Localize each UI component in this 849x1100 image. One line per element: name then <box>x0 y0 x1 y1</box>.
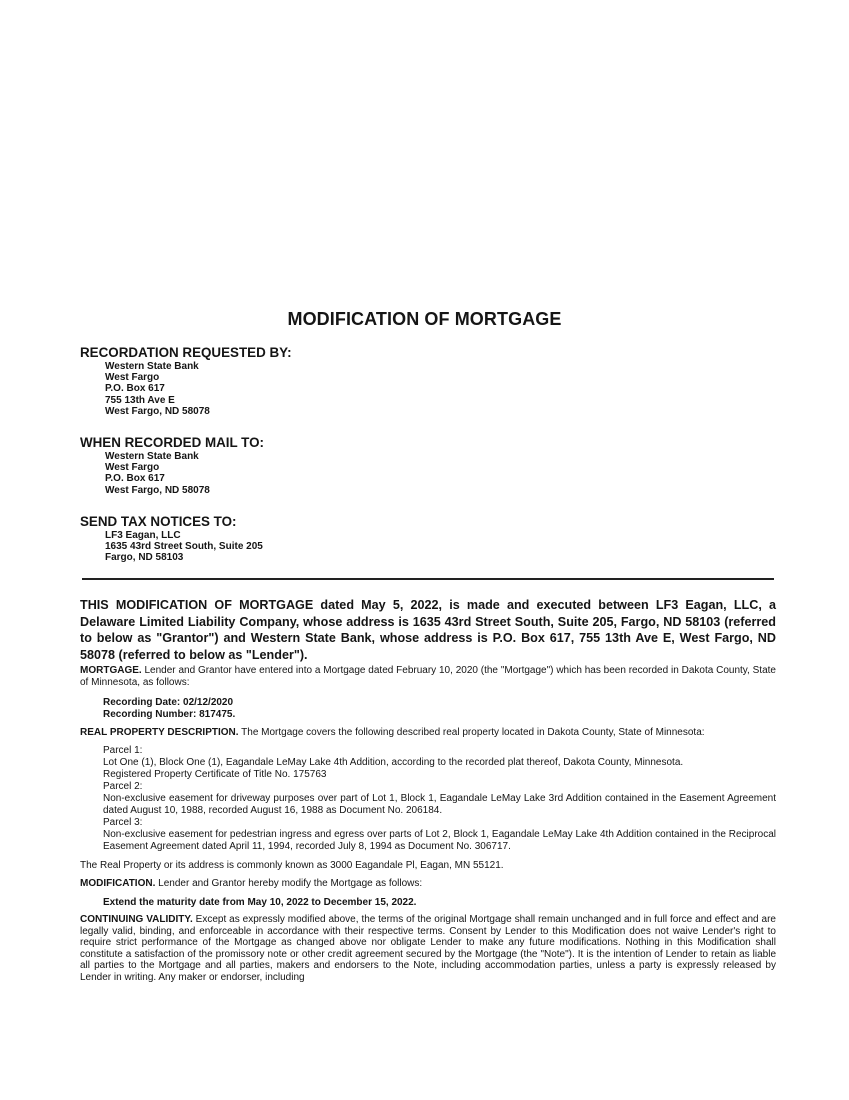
recordation-heading: RECORDATION REQUESTED BY: <box>80 345 292 360</box>
property-label: REAL PROPERTY DESCRIPTION. <box>80 727 239 738</box>
recording-number: Recording Number: 817475. <box>103 709 236 720</box>
parcel-1-certificate: Registered Property Certificate of Title No. 175763 <box>103 769 327 780</box>
address-line: West Fargo <box>105 462 160 474</box>
validity-paragraph <box>80 914 776 984</box>
tax-notices-address <box>105 530 263 564</box>
mortgage-label: MORTGAGE. <box>80 665 142 676</box>
mail-to-heading: WHEN RECORDED MAIL TO: <box>80 435 264 450</box>
parcel-2-label: Parcel 2: <box>103 781 143 792</box>
address-line: West Fargo, ND 58078 <box>105 484 210 496</box>
validity-label: CONTINUING VALIDITY. <box>80 914 193 925</box>
recordation-requested-block <box>80 345 292 417</box>
parcel-3-text: Non-exclusive easement for pedestrian ingress and egress over parts of Lot 2, Block 1, Eagandale LeMay Lake 4th Addition contained in the Reciprocal Easement Agreement dated April 11, 1994, recorded July 8, 1994 as Document No. 306717. <box>103 829 776 852</box>
address-line: West Fargo <box>105 372 160 384</box>
address-line: Western State Bank <box>105 451 199 462</box>
intro-paragraph: THIS MODIFICATION OF MORTGAGE dated May 5, 2022, is made and executed between LF3 Eagan, LLC, a Delaware Limited Liability Company, whose address is 1635 43rd Street South, Suite 205, Fargo, ND 58103 (referred to below as "Grantor") and Western State Bank, whose address is P.O. Box 617, 755 13th Ave E, West Fargo, ND 58078 (referred to below as "Lender"). <box>80 598 776 662</box>
mail-to-address <box>105 451 264 496</box>
known-as-text: The Real Property or its address is commonly known as 3000 Eagandale Pl, Eagan, MN 55121. <box>80 860 504 871</box>
validity-text: Except as expressly modified above, the terms of the original Mortgage shall remain unchanged and in full force and effect and are legally valid, binding, and enforceable in accordance with their respective terms. Consent by Lender to this Modification does not waive Lender's right to require strict performance of the Mortgage as changed above nor obligate Lender to make any future modifications. Nothing in this Modification shall constitute a satisfaction of the promissory note or other credit agreement secured by the Mortgage (the "Note"). It is the intention of Lender to retain as liable all parties to the Mortgage and all parties, makers and endorsers to the Note, including accommodation parties, unless a party is expressly released by Lender in writing. Any maker or endorser, including <box>80 914 776 983</box>
address-line: 755 13th Ave E <box>105 394 175 406</box>
tax-notices-heading: SEND TAX NOTICES TO: <box>80 514 237 529</box>
property-paragraph <box>80 727 776 739</box>
recording-date: Recording Date: 02/12/2020 <box>103 697 234 708</box>
recordation-address <box>105 361 292 417</box>
mail-to-block <box>80 435 264 496</box>
parcel-2-text: Non-exclusive easement for driveway purposes over part of Lot 1, Block 1, Eagandale LeMay Lake 3rd Addition contained in the Easement Agreement dated August 10, 1988, recorded August 16, 1988 as Document No. 206184. <box>103 793 776 816</box>
mortgage-text: Lender and Grantor have entered into a Mortgage dated February 10, 2020 (the "Mortgage") which has been recorded in Dakota County, State of Minnesota, as follows: <box>80 665 776 688</box>
address-line: Fargo, ND 58103 <box>105 552 184 564</box>
modification-text: Lender and Grantor hereby modify the Mortgage as follows: <box>155 878 423 889</box>
document-title: MODIFICATION OF MORTGAGE <box>287 309 562 329</box>
address-line: P.O. Box 617 <box>105 383 165 395</box>
parcel-1-text: Lot One (1), Block One (1), Eagandale LeMay Lake 4th Addition, according to the recorded plat thereof, Dakota County, Minnesota. <box>103 757 684 768</box>
address-line: Western State Bank <box>105 361 199 372</box>
property-text: The Mortgage covers the following described real property located in Dakota County, State of Minnesota: <box>238 727 705 738</box>
tax-notices-block <box>80 514 263 564</box>
parcel-1-label: Parcel 1: <box>103 745 143 756</box>
address-line: P.O. Box 617 <box>105 473 165 485</box>
mortgage-paragraph <box>80 665 776 688</box>
horizontal-divider <box>82 578 774 580</box>
modification-label: MODIFICATION. <box>80 878 156 889</box>
address-line: LF3 Eagan, LLC <box>105 530 181 541</box>
modification-paragraph <box>80 878 776 890</box>
modification-item: Extend the maturity date from May 10, 2022 to December 15, 2022. <box>103 897 417 908</box>
address-line: West Fargo, ND 58078 <box>105 405 210 417</box>
parcel-3-label: Parcel 3: <box>103 817 143 828</box>
address-line: 1635 43rd Street South, Suite 205 <box>105 541 263 553</box>
